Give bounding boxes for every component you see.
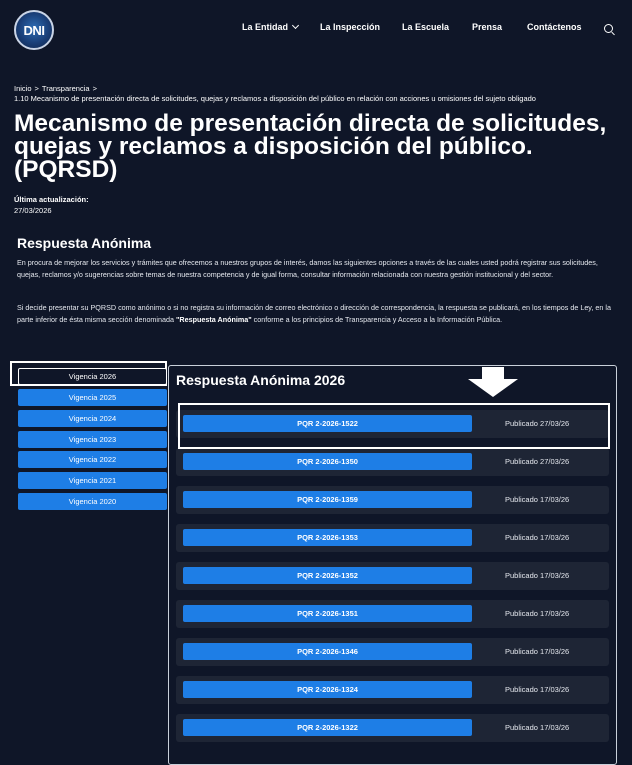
published-date: Publicado 27/03/26 bbox=[505, 457, 570, 466]
pqr-button[interactable]: PQR 2-2026-1359 bbox=[183, 491, 472, 508]
pqr-button[interactable]: PQR 2-2026-1352 bbox=[183, 567, 472, 584]
intro-paragraph: En procura de mejorar los servicios y trámites que ofrecemos a nuestros grupos de interés, damos las siguientes opciones a través de las cuales usted podrá registrar sus solicitudes, quejas, reclamos y/o sugerencias sobre temas de nuestra competencia y de igual forma, consultar información relacionada con nuestra gestión institucional y del sector. bbox=[17, 258, 598, 279]
published-date: Publicado 17/03/26 bbox=[505, 685, 570, 694]
tab-vigencia-2021[interactable]: Vigencia 2021 bbox=[18, 472, 167, 489]
nav-la-inspeccion[interactable]: La Inspección bbox=[320, 22, 381, 32]
table-row bbox=[176, 638, 609, 666]
logo-text: DNI bbox=[23, 22, 45, 38]
pqr-button[interactable]: PQR 2-2026-1322 bbox=[183, 719, 472, 736]
last-updated-date: 27/03/2026 bbox=[14, 206, 52, 215]
section-title: Respuesta Anónima bbox=[17, 235, 152, 251]
nav-prensa[interactable]: Prensa bbox=[472, 22, 503, 32]
dni-logo[interactable] bbox=[14, 10, 54, 50]
breadcrumb: Inicio > Transparencia > bbox=[14, 84, 97, 93]
tab-vigencia-2023[interactable]: Vigencia 2023 bbox=[18, 431, 167, 448]
published-date: Publicado 17/03/26 bbox=[505, 609, 570, 618]
pqr-button[interactable]: PQR 2-2026-1350 bbox=[183, 453, 472, 470]
top-navigation-bar bbox=[0, 0, 632, 60]
tab-vigencia-2024[interactable]: Vigencia 2024 bbox=[18, 410, 167, 427]
anonymous-emphasis: "Respuesta Anónima" bbox=[176, 314, 252, 324]
table-row bbox=[176, 562, 609, 590]
published-date: Publicado 17/03/26 bbox=[505, 533, 570, 542]
published-date: Publicado 17/03/26 bbox=[505, 647, 570, 656]
table-row bbox=[176, 714, 609, 742]
chevron-down-icon bbox=[292, 22, 299, 29]
pqr-button[interactable]: PQR 2-2026-1324 bbox=[183, 681, 472, 698]
tab-vigencia-2025[interactable]: Vigencia 2025 bbox=[18, 389, 167, 406]
breadcrumb-current: 1.10 Mecanismo de presentación directa de solicitudes, quejas y reclamos a disposición del público en relación con acciones u omisiones del sujeto obligado bbox=[14, 94, 536, 103]
row-highlight-box bbox=[178, 403, 610, 449]
published-date: Publicado 17/03/26 bbox=[505, 495, 570, 504]
published-date: Publicado 27/03/26 bbox=[505, 419, 570, 428]
table-row bbox=[176, 524, 609, 552]
nav-la-entidad[interactable]: La Entidad bbox=[242, 22, 298, 32]
table-row bbox=[176, 448, 609, 476]
pqr-button[interactable]: PQR 2-2026-1351 bbox=[183, 605, 472, 622]
pqr-button[interactable]: PQR 2-2026-1522 bbox=[183, 415, 472, 432]
published-date: Publicado 17/03/26 bbox=[505, 571, 570, 580]
table-row bbox=[176, 486, 609, 514]
arrow-down-icon bbox=[462, 367, 524, 397]
tab-vigencia-2026[interactable]: Vigencia 2026 bbox=[18, 368, 167, 385]
pqr-button[interactable]: PQR 2-2026-1353 bbox=[183, 529, 472, 546]
search-icon[interactable] bbox=[604, 24, 613, 33]
nav-contactenos[interactable]: Contáctenos bbox=[527, 22, 582, 32]
tab-vigencia-2020[interactable]: Vigencia 2020 bbox=[18, 493, 167, 510]
panel-title: Respuesta Anónima 2026 bbox=[176, 372, 346, 388]
table-row bbox=[176, 676, 609, 704]
last-updated-label: Última actualización: bbox=[14, 195, 89, 204]
breadcrumb-inicio[interactable]: Inicio bbox=[14, 84, 32, 93]
tab-vigencia-2022[interactable]: Vigencia 2022 bbox=[18, 451, 167, 468]
pqr-button[interactable]: PQR 2-2026-1346 bbox=[183, 643, 472, 660]
published-date: Publicado 17/03/26 bbox=[505, 723, 570, 732]
page-title: Mecanismo de presentación directa de solicitudes, quejas y reclamos a disposición del público. (PQRSD) bbox=[14, 110, 607, 183]
breadcrumb-transparencia[interactable]: Transparencia bbox=[41, 84, 90, 93]
anonymous-paragraph: Si decide presentar su PQRSD como anónimo o si no registra su información de correo electrónico o dirección de correspondencia, la respuesta se publicará, en los tiempos de Ley, en la parte inferior de ésta misma sección denominada "Respuesta Anónima" conforme a los principios de Transparencia y Acceso a la Información Pública. bbox=[17, 303, 611, 324]
table-row bbox=[176, 600, 609, 628]
nav-la-escuela[interactable]: La Escuela bbox=[402, 22, 450, 32]
